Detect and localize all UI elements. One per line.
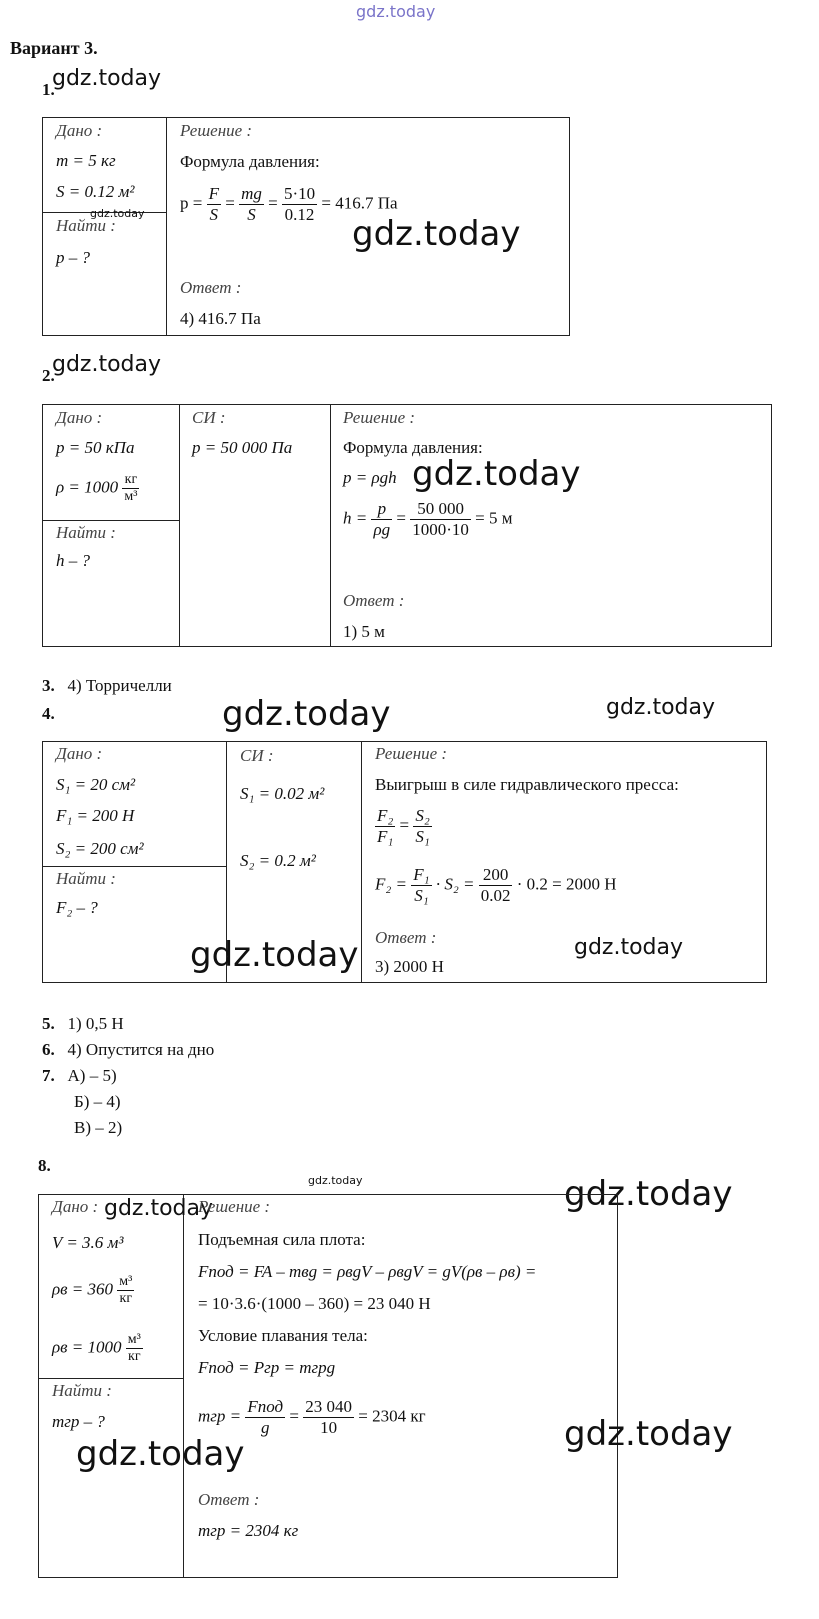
- watermark: gdz.today: [412, 454, 581, 494]
- watermark: gdz.today: [606, 695, 716, 720]
- task8-line5: Fпод = Pгр = mгрg: [198, 1358, 336, 1377]
- task2-find: h – ?: [56, 551, 90, 570]
- watermark: gdz.today: [564, 1174, 733, 1214]
- task8-find: mгр – ?: [52, 1412, 105, 1431]
- watermark: gdz.today: [90, 207, 145, 220]
- task1-formula-label: Формула давления:: [180, 152, 320, 171]
- find-label: Найти :: [56, 216, 116, 235]
- task2-si: p = 50 000 Па: [192, 438, 293, 457]
- watermark: gdz.today: [190, 935, 359, 975]
- watermark: gdz.today: [52, 66, 162, 91]
- task4-ratio: $\frac{\text{F₂}}{\text{F₁}}$ = $\frac{\text{S₂}}{\text{S₁}}$: [377, 806, 430, 846]
- task4-formula: F₂ = $\frac{\text{F₁}}{\text{S₁}}$ · S₂ = $\frac{200}{0.02}$ · 0.2 = 2000 Н: [375, 865, 617, 905]
- si-label: СИ :: [240, 746, 274, 765]
- task1-formula: p = $\frac{F}{S}$ = $\frac{mg}{S}$ = $\frac{5\cdot 10}{0.12}$ = 416.7 Па: [180, 184, 398, 224]
- task2-formula1: p = ρgh: [343, 468, 397, 487]
- given-label: Дано :: [56, 121, 103, 140]
- watermark: gdz.today: [222, 694, 391, 734]
- watermark: gdz.today: [76, 1434, 245, 1474]
- task4-given-s1: S₁ = 20 см²: [56, 775, 136, 794]
- task8-line1: Подъемная сила плота:: [198, 1230, 366, 1249]
- task4-formula-label: Выигрыш в силе гидравлического пресса:: [375, 775, 679, 794]
- watermark: gdz.today: [564, 1414, 733, 1454]
- task4-answer: 3) 2000 Н: [375, 957, 444, 976]
- given-label: Дано :: [56, 744, 103, 763]
- task6: 6. 4) Опустится на дно: [42, 1040, 215, 1059]
- solution-label: Решение :: [198, 1197, 271, 1216]
- task4-given-f1: F₁ = 200 Н: [56, 806, 135, 825]
- task2-formula2: h = $\frac{p}{\rho g}$ = $\frac{50 000}{1000\cdot 10}$ = 5 м: [343, 499, 513, 539]
- given-label: Дано :: [56, 408, 103, 427]
- task8-line2: Fпод = FA – mвg = ρвgV – ρвgV = gV(ρв – ρв) =: [198, 1262, 537, 1281]
- task8-line4: Условие плавания тела:: [198, 1326, 368, 1345]
- watermark: gdz.today: [308, 1174, 363, 1187]
- watermark-top: gdz.today: [356, 2, 436, 21]
- task2-given-density: ρ = 1000 $\frac{кг}{\text{м³}}$: [56, 472, 138, 504]
- task8-line3: = 10·3.6·(1000 – 360) = 23 040 Н: [198, 1294, 431, 1313]
- task4-find: F₂ – ?: [56, 898, 98, 917]
- task8-given-volume: V = 3.6 м³: [52, 1233, 124, 1252]
- answer-label: Ответ :: [180, 278, 242, 297]
- task8-given-density-wood: ρв = 360 $\frac{\text{м³}}{кг}$: [52, 1274, 133, 1306]
- task8-number: 8.: [38, 1156, 51, 1175]
- watermark: gdz.today: [52, 352, 162, 377]
- task2-given-pressure: p = 50 кПа: [56, 438, 135, 457]
- task3: 3. 4) Торричелли: [42, 676, 172, 695]
- task5: 5. 1) 0,5 Н: [42, 1014, 124, 1033]
- task7-answer-b: Б) – 4): [74, 1092, 121, 1111]
- solution-label: Решение :: [375, 744, 448, 763]
- task2-formula-label: Формула давления:: [343, 438, 483, 457]
- task1-answer: 4) 416.7 Па: [180, 309, 261, 328]
- solution-label: Решение :: [180, 121, 253, 140]
- task8-answer: mгр = 2304 кг: [198, 1521, 299, 1540]
- watermark: gdz.today: [574, 935, 684, 960]
- variant-title: Вариант 3.: [10, 38, 98, 58]
- task1-given-area: S = 0.12 м²: [56, 182, 135, 201]
- task4-given-s2: S₂ = 200 см²: [56, 839, 144, 858]
- task7-answer-c: В) – 2): [74, 1118, 123, 1137]
- task1-given-mass: m = 5 кг: [56, 151, 116, 170]
- task1-find: p – ?: [56, 248, 90, 267]
- task2-number: 2.: [42, 366, 55, 385]
- watermark: gdz.today: [352, 214, 521, 254]
- find-label: Найти :: [56, 869, 116, 888]
- given-label: Дано :: [52, 1197, 99, 1216]
- answer-label: Ответ :: [198, 1490, 260, 1509]
- answer-label: Ответ :: [375, 928, 437, 947]
- task2-answer: 1) 5 м: [343, 622, 385, 641]
- task1-number: 1.: [42, 80, 55, 99]
- watermark: gdz.today: [104, 1196, 214, 1221]
- find-label: Найти :: [56, 523, 116, 542]
- task8-formula: mгр = $\frac{\text{Fпод}}{g}$ = $\frac{23 040}{10}$ = 2304 кг: [198, 1397, 426, 1437]
- task7: 7. А) – 5): [42, 1066, 117, 1085]
- find-label: Найти :: [52, 1381, 112, 1400]
- task4-si-s2: S₂ = 0.2 м²: [240, 851, 316, 870]
- solution-label: Решение :: [343, 408, 416, 427]
- task4-number: 4.: [42, 704, 55, 723]
- si-label: СИ :: [192, 408, 226, 427]
- answer-label: Ответ :: [343, 591, 405, 610]
- task4-si-s1: S₁ = 0.02 м²: [240, 784, 325, 803]
- task8-table: [38, 1194, 618, 1578]
- task8-given-density-water: ρв = 1000 $\frac{\text{м³}}{кг}$: [52, 1332, 141, 1364]
